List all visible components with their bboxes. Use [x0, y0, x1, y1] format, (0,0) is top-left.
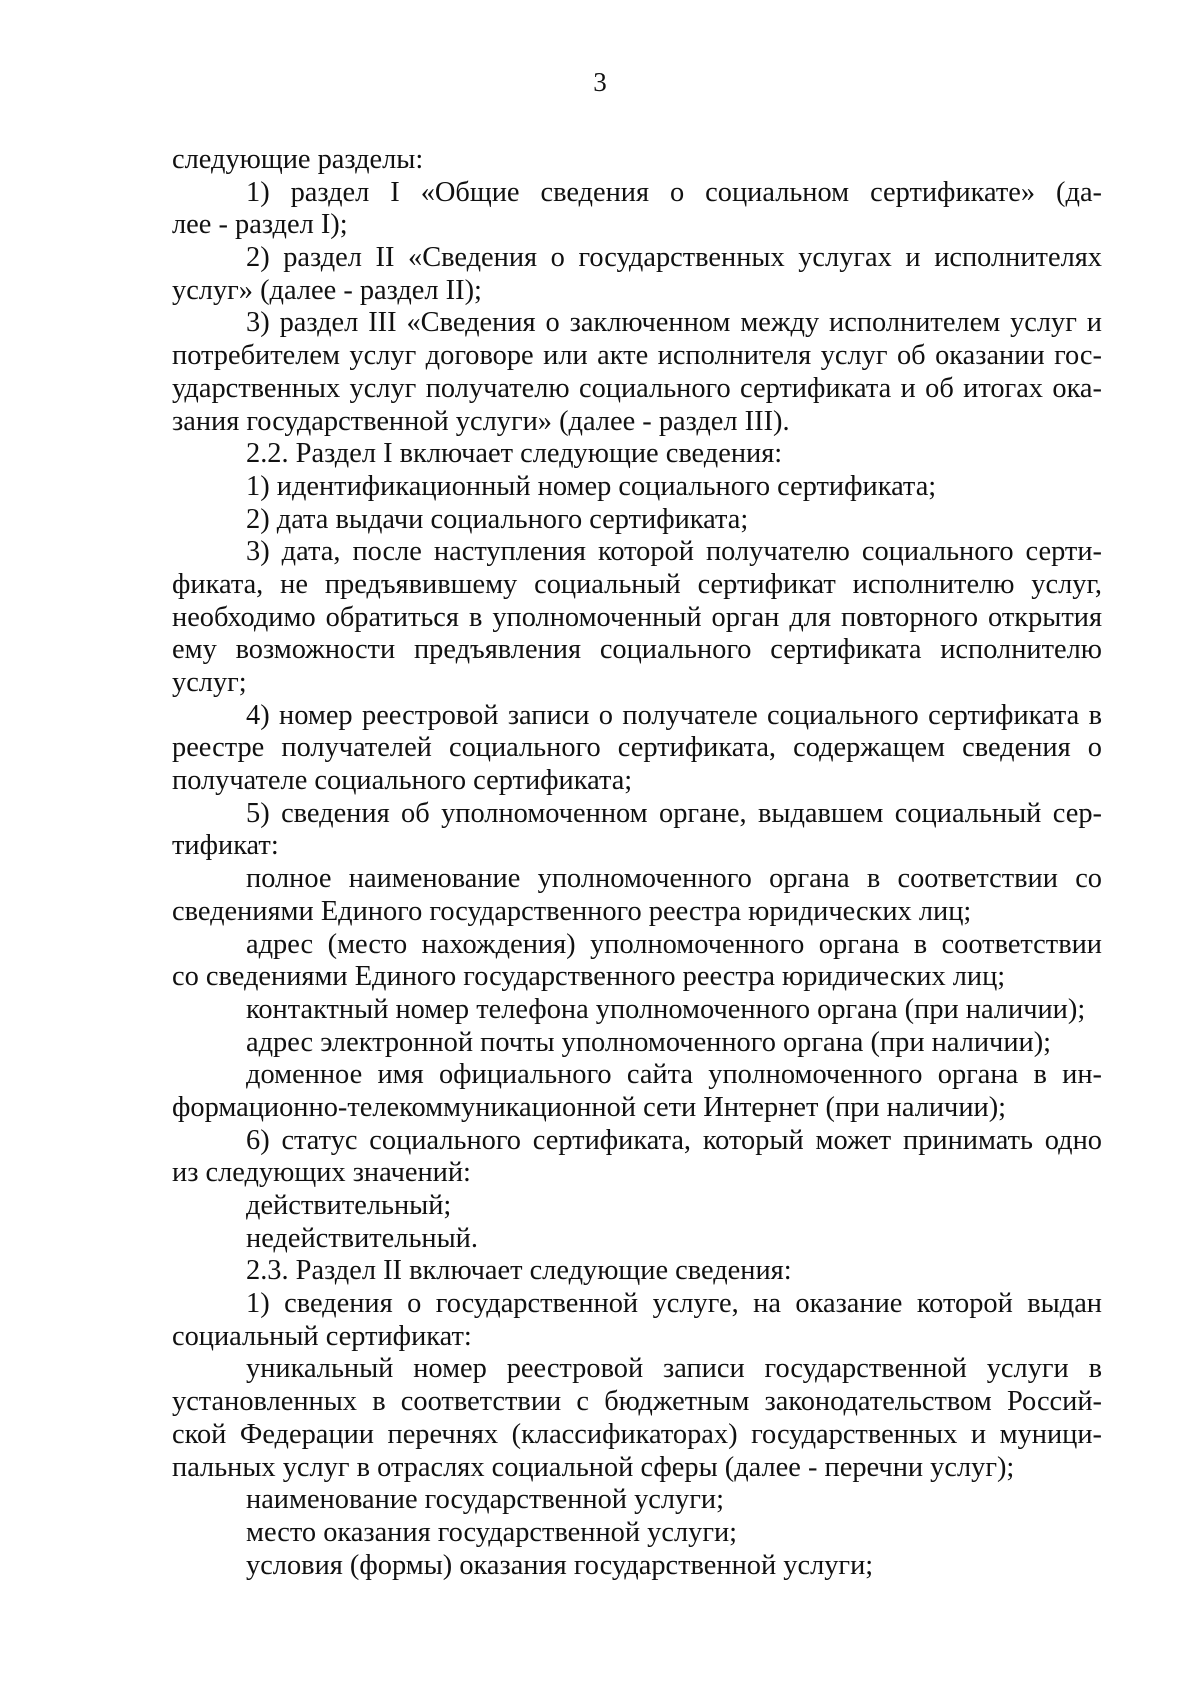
- text-line: условия (формы) оказания государственной услуги;: [246, 1549, 874, 1581]
- text-line: следующие разделы:: [172, 144, 424, 175]
- text-line: ской Федерации перечнях (классификаторах) государственных и муници-: [172, 1418, 1102, 1450]
- text-line: контактный номер телефона уполномоченного органа (при наличии);: [246, 993, 1086, 1025]
- text-line: услуг;: [172, 667, 247, 698]
- text-line: адрес (место нахождения) уполномоченного органа в соответствии: [246, 928, 1102, 960]
- text-line: 1) раздел I «Общие сведения о социальном сертификате» (да-: [246, 176, 1102, 208]
- text-line: действительный;: [246, 1190, 452, 1221]
- text-line: 3) дата, после наступления которой получателю социального серти-: [246, 536, 1102, 568]
- text-line: ударственных услуг получателю социального сертификата и об итогах ока-: [172, 372, 1102, 404]
- document-body: [172, 144, 1102, 1582]
- text-line: 2.2. Раздел I включает следующие сведения:: [246, 438, 783, 470]
- text-line: услуг» (далее - раздел II);: [172, 274, 482, 306]
- text-line: пальных услуг в отраслях социальной сферы (далее - перечни услуг);: [172, 1451, 1015, 1483]
- text-line: получателе социального сертификата;: [172, 765, 633, 797]
- text-line: лее - раздел I);: [172, 209, 348, 241]
- text-line: 2) дата выдачи социального сертификата;: [246, 503, 749, 535]
- text-line: сведениями Единого государственного реестра юридических лиц;: [172, 895, 972, 927]
- text-line: полное наименование уполномоченного органа в соответствии со: [246, 863, 1102, 895]
- text-line: из следующих значений:: [172, 1157, 471, 1189]
- text-line: 2.3. Раздел II включает следующие сведения:: [246, 1255, 792, 1287]
- text-line: реестре получателей социального сертификата, содержащем сведения о: [172, 732, 1102, 764]
- text-line: 5) сведения об уполномоченном органе, выдавшем социальный сер-: [246, 797, 1102, 829]
- text-line: установленных в соответствии с бюджетным законодательством Россий-: [172, 1386, 1102, 1418]
- text-line: зания государственной услуги» (далее - раздел III).: [172, 405, 790, 437]
- text-line: недействительный.: [246, 1222, 478, 1254]
- text-line: формационно-телекоммуникационной сети Интернет (при наличии);: [172, 1091, 1007, 1123]
- text-line: 1) идентификационный номер социального сертификата;: [246, 470, 937, 502]
- text-line: 4) номер реестровой записи о получателе социального сертификата в: [246, 699, 1102, 731]
- text-line: 2) раздел II «Сведения о государственных услугах и исполнителях: [246, 242, 1102, 274]
- text-line: место оказания государственной услуги;: [246, 1516, 738, 1548]
- text-line: со сведениями Единого государственного реестра юридических лиц;: [172, 961, 1006, 993]
- text-line: ему возможности предъявления социального сертификата исполнителю: [172, 634, 1102, 666]
- text-line: наименование государственной услуги;: [246, 1484, 724, 1516]
- text-line: доменное имя официального сайта уполномоченного органа в ин-: [246, 1059, 1102, 1091]
- text-line: социальный сертификат:: [172, 1320, 472, 1352]
- text-line: 6) статус социального сертификата, который может принимать одно: [246, 1124, 1102, 1156]
- text-line: фиката, не предъявившему социальный сертификат исполнителю услуг,: [172, 568, 1102, 600]
- text-line: тификат:: [172, 830, 279, 862]
- text-line: 3) раздел III «Сведения о заключенном между исполнителем услуг и: [246, 307, 1102, 339]
- text-line: уникальный номер реестровой записи государственной услуги в: [246, 1353, 1102, 1385]
- text-line: необходимо обратиться в уполномоченный орган для повторного открытия: [172, 601, 1102, 633]
- text-line: 1) сведения о государственной услуге, на оказание которой выдан: [246, 1288, 1102, 1320]
- page-number: 3: [593, 67, 607, 97]
- text-line: адрес электронной почты уполномоченного органа (при наличии);: [246, 1026, 1052, 1058]
- text-line: потребителем услуг договоре или акте исполнителя услуг об оказании гос-: [172, 340, 1102, 372]
